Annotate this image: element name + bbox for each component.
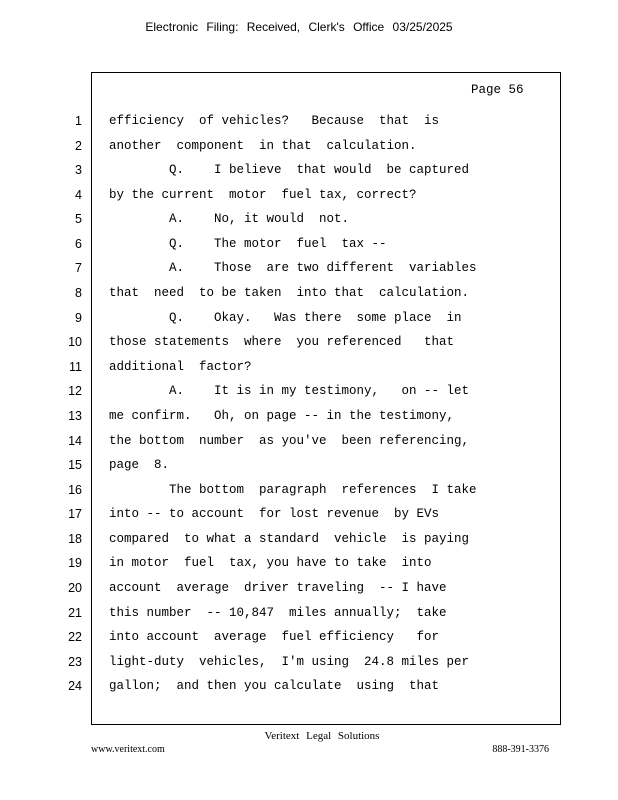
line-number: 13 (68, 409, 82, 423)
line-number: 19 (68, 556, 82, 570)
page-number: Page 56 (471, 83, 524, 97)
line-number: 6 (75, 237, 82, 251)
line-number: 4 (75, 188, 82, 202)
line-number: 20 (68, 581, 82, 595)
line-text: Q. I believe that would be captured (109, 163, 470, 177)
line-number: 8 (75, 286, 82, 300)
line-number: 24 (68, 679, 82, 693)
line-number: 10 (68, 335, 82, 349)
line-number: 7 (75, 261, 82, 275)
line-text: in motor fuel tax, you have to take into (109, 556, 432, 570)
line-text: me confirm. Oh, on page -- in the testimony, (109, 409, 455, 423)
line-number: 17 (68, 507, 82, 521)
line-number: 22 (68, 630, 82, 644)
line-text: Q. Okay. Was there some place in (109, 311, 462, 325)
line-text: compared to what a standard vehicle is paying (109, 532, 470, 546)
line-text: the bottom number as you've been referencing, (109, 434, 470, 448)
line-text: additional factor? (109, 360, 252, 374)
line-number: 3 (75, 163, 82, 177)
line-text: The bottom paragraph references I take (109, 483, 477, 497)
line-number: 21 (68, 606, 82, 620)
line-text: into -- to account for lost revenue by EVs (109, 507, 440, 521)
line-number: 12 (68, 384, 82, 398)
line-number: 2 (75, 139, 82, 153)
footer-phone: 888-391-3376 (492, 744, 549, 755)
line-text: page 8. (109, 458, 170, 472)
line-number: 23 (68, 655, 82, 669)
footer-company: Veritext Legal Solutions (264, 730, 380, 742)
line-text: into account average fuel efficiency for (109, 630, 440, 644)
line-text: account average driver traveling -- I have (109, 581, 447, 595)
line-text: that need to be taken into that calculation. (109, 286, 470, 300)
line-number: 18 (68, 532, 82, 546)
line-number: 11 (69, 360, 82, 374)
line-text: efficiency of vehicles? Because that is (109, 114, 440, 128)
line-number: 16 (68, 483, 82, 497)
line-text: A. No, it would not. (109, 212, 350, 226)
line-text: this number -- 10,847 miles annually; take (109, 606, 447, 620)
line-text: Q. The motor fuel tax -- (109, 237, 387, 251)
line-text: light-duty vehicles, I'm using 24.8 miles per (109, 655, 470, 669)
line-text: another component in that calculation. (109, 139, 417, 153)
line-number: 1 (75, 114, 82, 128)
line-text: gallon; and then you calculate using that (109, 679, 440, 693)
line-text: A. Those are two different variables (109, 261, 477, 275)
line-text: those statements where you referenced that (109, 335, 455, 349)
electronic-filing-header: Electronic Filing: Received, Clerk's Office 03/25/2025 (145, 20, 453, 34)
line-number: 15 (68, 458, 82, 472)
footer-website: www.veritext.com (91, 744, 165, 755)
line-text: A. It is in my testimony, on -- let (109, 384, 470, 398)
line-number: 9 (75, 311, 82, 325)
line-text: by the current motor fuel tax, correct? (109, 188, 417, 202)
line-number: 5 (75, 212, 82, 226)
line-number: 14 (68, 434, 82, 448)
